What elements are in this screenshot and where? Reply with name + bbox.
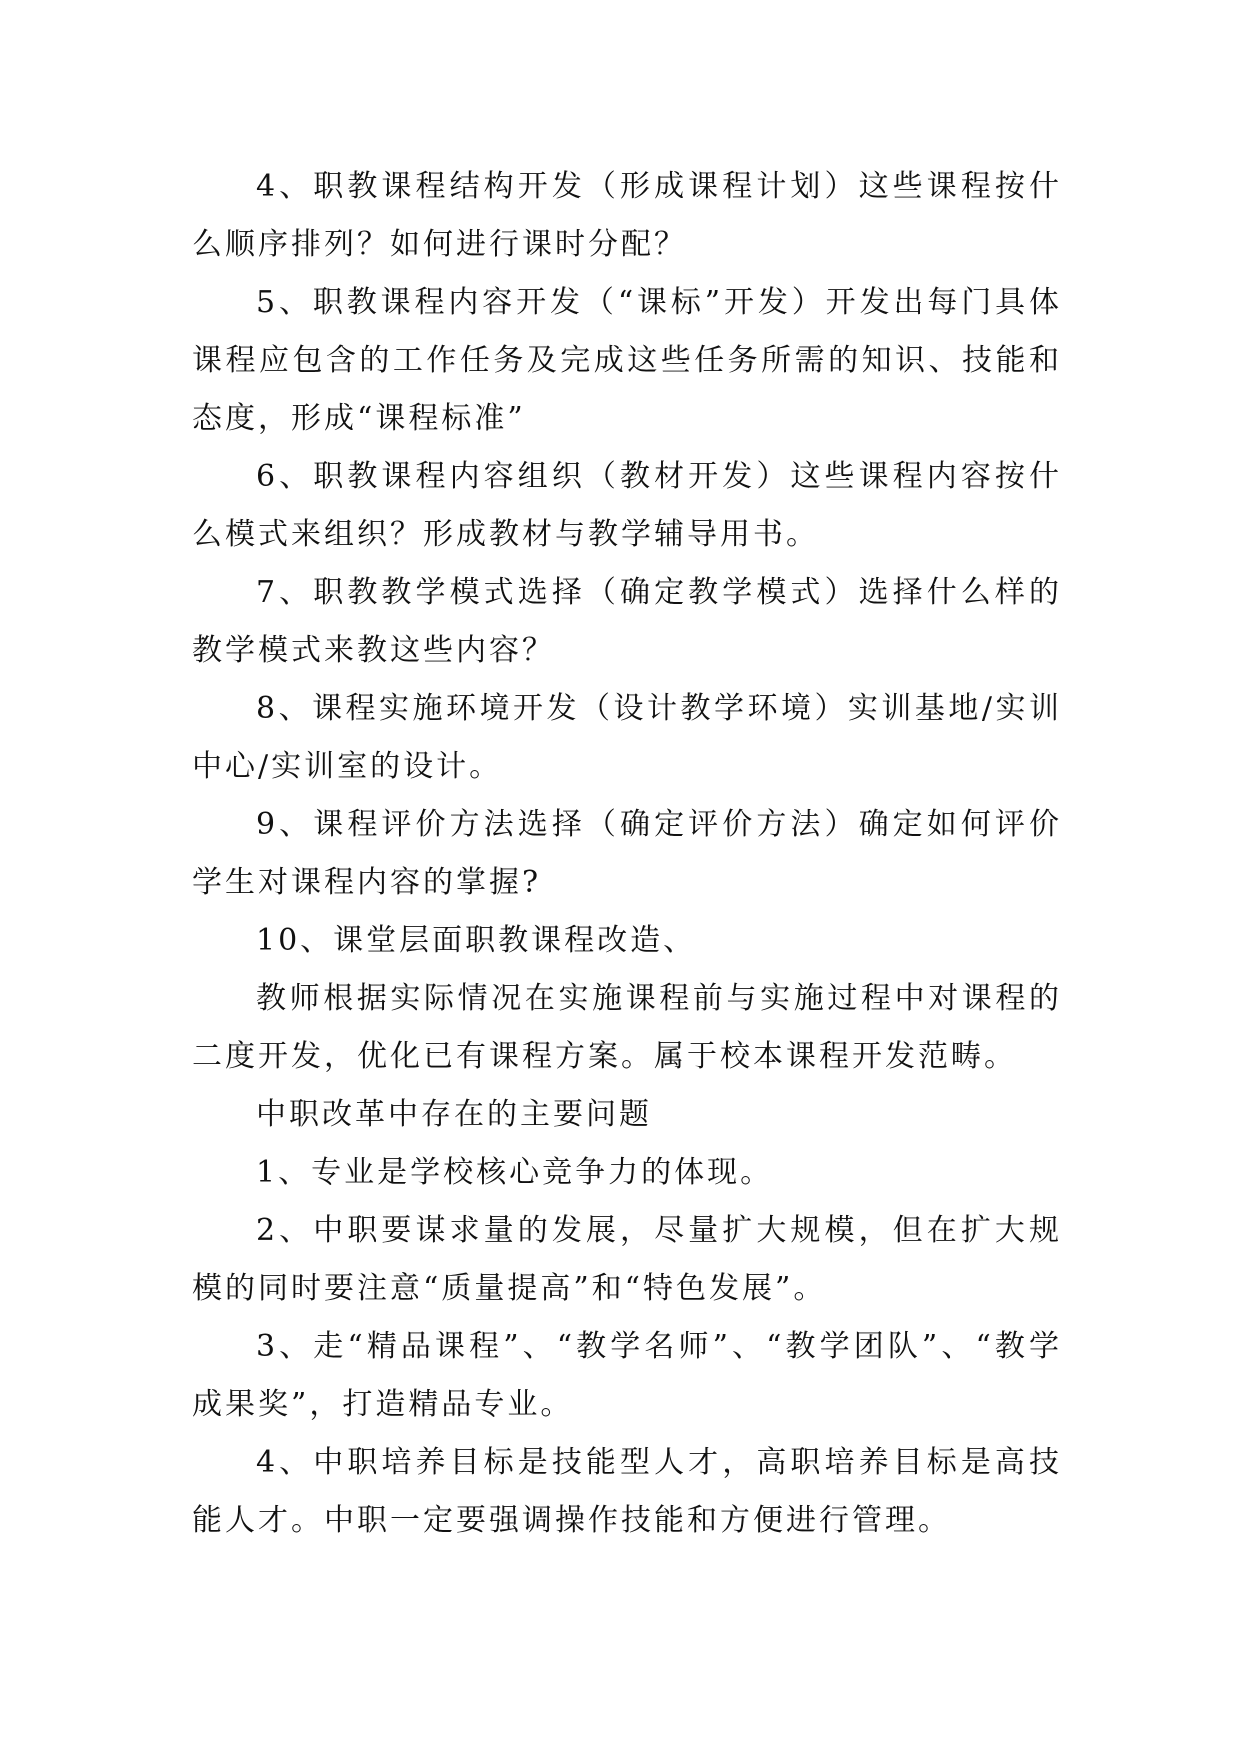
paragraph-classroom-reform: 10、课堂层面职教课程改造、 xyxy=(256,923,697,958)
paragraph-teaching-mode: 7、职教教学模式选择（确定教学模式）选择什么样的教学模式来教这些内容？ xyxy=(192,575,1062,668)
paragraph-problem-2: 2、中职要谋求量的发展，尽量扩大规模，但在扩大规模的同时要注意“质量提高”和“特色发展”。 xyxy=(192,1213,1062,1306)
paragraph-environment: 8、课程实施环境开发（设计教学环境）实训基地/实训中心/实训室的设计。 xyxy=(192,691,1062,784)
paragraph-problem-4: 4、中职培养目标是技能型人才，高职培养目标是高技能人才。中职一定要强调操作技能和方便进行管理。 xyxy=(192,1445,1062,1538)
document-body xyxy=(192,158,1062,1550)
paragraph-teacher-development: 教师根据实际情况在实施课程前与实施过程中对课程的二度开发，优化已有课程方案。属于校本课程开发范畴。 xyxy=(192,981,1062,1074)
paragraph-problem-3: 3、走“精品课程”、“教学名师”、“教学团队”、“教学成果奖”，打造精品专业。 xyxy=(192,1329,1062,1422)
paragraph-content-organization: 6、职教课程内容组织（教材开发）这些课程内容按什么模式来组织？形成教材与教学辅导用书。 xyxy=(192,459,1062,552)
section-heading-main-problems: 中职改革中存在的主要问题 xyxy=(256,1097,652,1132)
paragraph-course-content: 5、职教课程内容开发（“课标”开发）开发出每门具体课程应包含的工作任务及完成这些任务所需的知识、技能和态度，形成“课程标准” xyxy=(192,285,1062,436)
paragraph-problem-1: 1、专业是学校核心竞争力的体现。 xyxy=(256,1155,774,1190)
paragraph-evaluation: 9、课程评价方法选择（确定评价方法）确定如何评价学生对课程内容的掌握? xyxy=(192,807,1062,900)
paragraph-course-structure: 4、职教课程结构开发（形成课程计划）这些课程按什么顺序排列？如何进行课时分配？ xyxy=(192,169,1062,262)
